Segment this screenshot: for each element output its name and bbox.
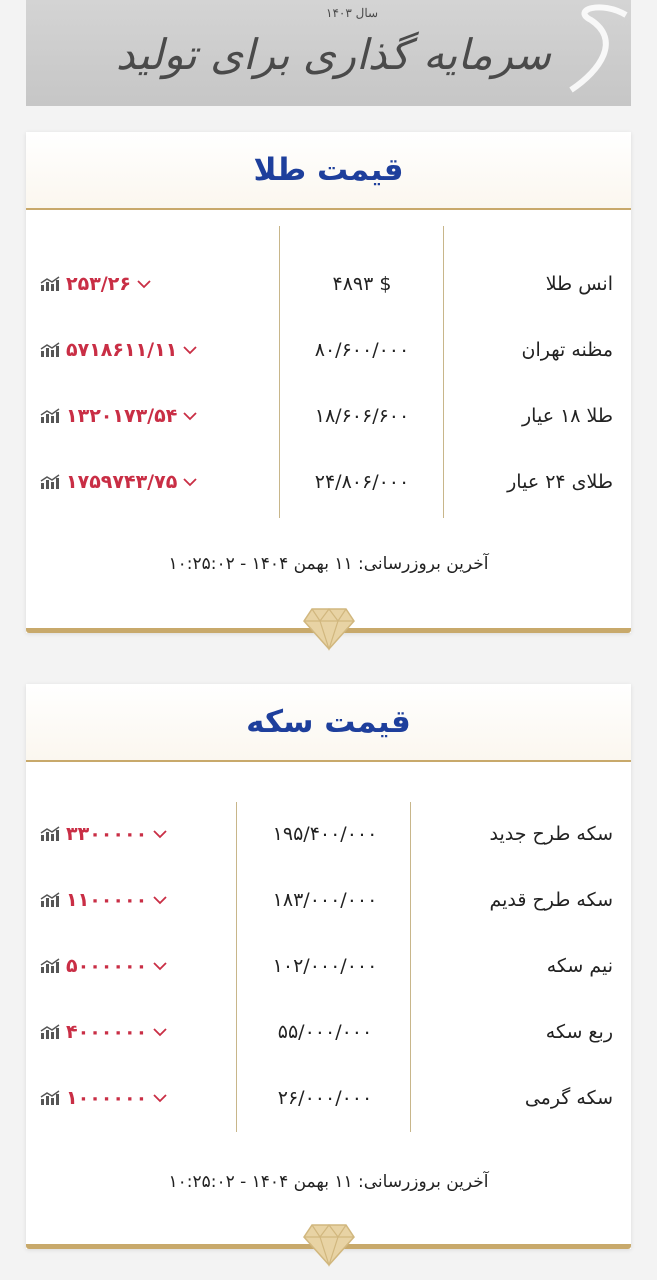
price-row[interactable] — [26, 396, 631, 436]
price-row[interactable] — [26, 880, 631, 920]
item-name: نیم سکه — [546, 955, 613, 977]
price-row[interactable] — [26, 814, 631, 854]
ad-banner[interactable] — [26, 0, 631, 106]
chart-bars-icon[interactable] — [40, 826, 60, 842]
chevron-down-icon — [153, 829, 167, 839]
chart-bars-icon[interactable] — [40, 474, 60, 490]
price-row[interactable] — [26, 946, 631, 986]
item-price: ۲۴/۸۰۶/۰۰۰ — [314, 471, 410, 493]
item-price: ۵۵/۰۰۰/۰۰۰ — [277, 1021, 373, 1043]
chevron-down-icon — [153, 1093, 167, 1103]
change-value: ۲۵۳/۲۶ — [66, 273, 131, 295]
diamond-icon — [302, 1221, 356, 1267]
chart-bars-icon[interactable] — [40, 958, 60, 974]
change-value: ۱۷۵۹۷۴۳/۷۵ — [66, 471, 178, 493]
item-name: سکه طرح قدیم — [489, 889, 613, 911]
item-price: ۱۰۲/۰۰۰/۰۰۰ — [272, 955, 378, 977]
banner-swirl-icon — [561, 0, 631, 106]
item-change — [40, 273, 151, 295]
item-price: ۱۹۵/۴۰۰/۰۰۰ — [272, 823, 378, 845]
chevron-down-icon — [183, 411, 197, 421]
chevron-down-icon — [183, 477, 197, 487]
item-name: مظنه تهران — [521, 339, 613, 361]
item-change — [40, 889, 167, 911]
gold-price-card — [26, 132, 631, 633]
banner-year: سال ۱۴۰۳ — [326, 6, 379, 20]
chart-bars-icon[interactable] — [40, 408, 60, 424]
coin-price-card — [26, 684, 631, 1249]
change-value: ۱۱۰۰۰۰۰ — [66, 889, 148, 911]
item-name: انس طلا — [545, 273, 613, 295]
item-name: سکه گرمی — [524, 1087, 613, 1109]
item-change — [40, 955, 167, 977]
item-change — [40, 1087, 167, 1109]
item-name: طلای ۲۴ عیار — [507, 471, 613, 493]
chevron-down-icon — [153, 895, 167, 905]
change-value: ۴۰۰۰۰۰۰ — [66, 1021, 148, 1043]
banner-slogan: سرمایه گذاری برای تولید — [115, 30, 551, 79]
change-value: ۱۳۲۰۱۷۳/۵۴ — [66, 405, 178, 427]
coin-card-title: قیمت سکه — [246, 704, 411, 740]
item-name: سکه طرح جدید — [489, 823, 613, 845]
chart-bars-icon[interactable] — [40, 1024, 60, 1040]
price-row[interactable] — [26, 462, 631, 502]
chevron-down-icon — [137, 279, 151, 289]
item-price: ۴۸۹۳ $ — [332, 273, 392, 295]
price-row[interactable] — [26, 1078, 631, 1118]
chart-bars-icon[interactable] — [40, 276, 60, 292]
chart-bars-icon[interactable] — [40, 892, 60, 908]
coin-last-update: آخرین بروزرسانی: ۱۱ بهمن ۱۴۰۴ - ۱۰:۲۵:۰۲ — [168, 1172, 489, 1192]
price-row[interactable] — [26, 330, 631, 370]
chevron-down-icon — [153, 961, 167, 971]
item-change — [40, 1021, 167, 1043]
item-name: طلا ۱۸ عیار — [522, 405, 613, 427]
item-change — [40, 339, 197, 361]
change-value: ۵۷۱۸۶۱۱/۱۱ — [66, 339, 178, 361]
chevron-down-icon — [153, 1027, 167, 1037]
gold-card-title: قیمت طلا — [253, 152, 404, 188]
coin-card-header — [26, 684, 631, 762]
item-name: ربع سکه — [545, 1021, 613, 1043]
chart-bars-icon[interactable] — [40, 342, 60, 358]
price-row[interactable] — [26, 1012, 631, 1052]
diamond-icon — [302, 605, 356, 651]
item-price: ۲۶/۰۰۰/۰۰۰ — [277, 1087, 373, 1109]
chart-bars-icon[interactable] — [40, 1090, 60, 1106]
chevron-down-icon — [183, 345, 197, 355]
item-change — [40, 471, 197, 493]
item-price: ۸۰/۶۰۰/۰۰۰ — [314, 339, 410, 361]
gold-card-header — [26, 132, 631, 210]
item-price: ۱۸۳/۰۰۰/۰۰۰ — [272, 889, 378, 911]
price-row[interactable] — [26, 264, 631, 304]
change-value: ۵۰۰۰۰۰۰ — [66, 955, 148, 977]
change-value: ۱۰۰۰۰۰۰ — [66, 1087, 148, 1109]
gold-last-update: آخرین بروزرسانی: ۱۱ بهمن ۱۴۰۴ - ۱۰:۲۵:۰۲ — [168, 554, 489, 574]
item-change — [40, 823, 167, 845]
change-value: ۳۳۰۰۰۰۰ — [66, 823, 148, 845]
item-price: ۱۸/۶۰۶/۶۰۰ — [314, 405, 410, 427]
item-change — [40, 405, 197, 427]
